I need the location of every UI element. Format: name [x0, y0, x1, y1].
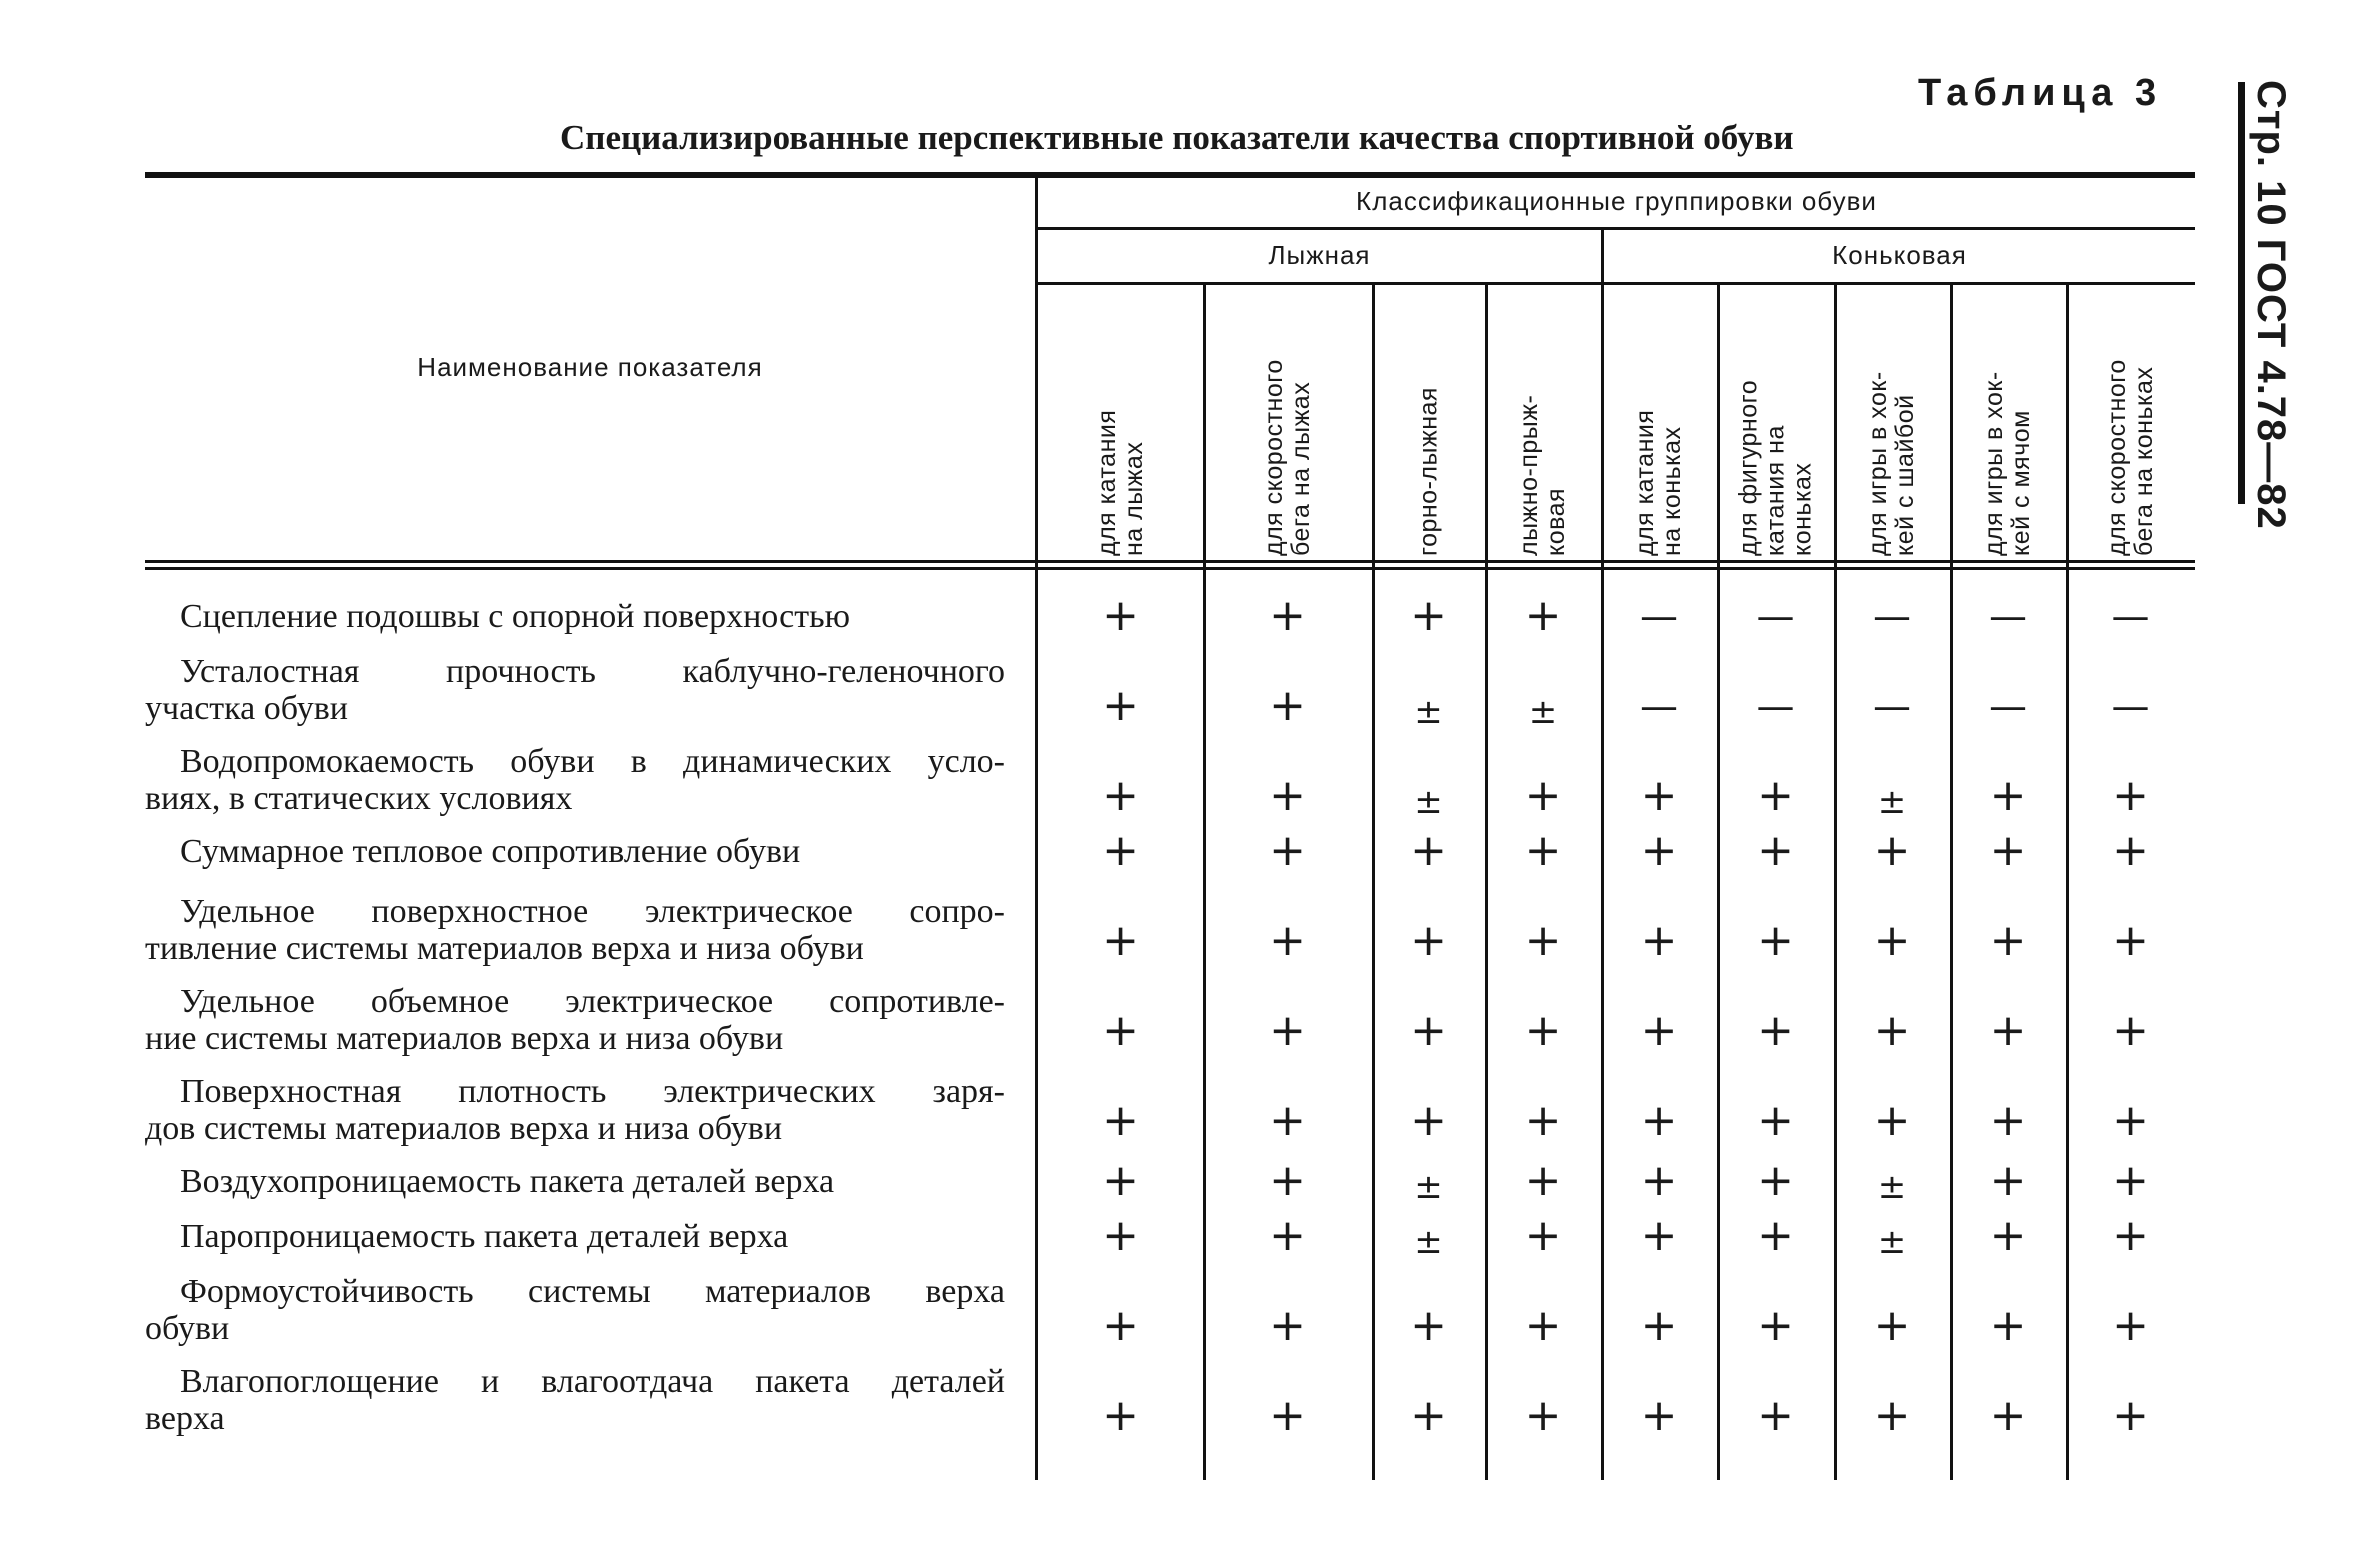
- indicator-name: [145, 1273, 1005, 1347]
- table-cell: +: [1269, 915, 1306, 966]
- table-cell: —: [1873, 684, 1911, 728]
- indicator-name: [145, 1363, 1005, 1437]
- table-cell: ±: [1877, 1167, 1907, 1207]
- table-cell: +: [2112, 770, 2149, 821]
- column-header-ski-jumping: [1485, 285, 1601, 560]
- table-cell: +: [1524, 1095, 1562, 1146]
- table-cell: +: [1524, 1210, 1562, 1261]
- column-header-alpine: [1372, 285, 1485, 560]
- indicator-name: [145, 743, 1005, 817]
- column-header-bandy: [1950, 285, 2066, 560]
- indicator-name-continuation: обуви: [145, 1310, 230, 1347]
- table-cell: +: [1524, 1300, 1562, 1351]
- indicator-name-continuation: дов системы материалов верха и низа обуви: [145, 1110, 783, 1147]
- table-label: Таблица 3: [1918, 72, 2163, 114]
- table-cell: ±: [1877, 782, 1907, 822]
- table-cell: +: [2112, 1095, 2149, 1146]
- indicator-name-line: Суммарное тепловое сопротивление обуви: [180, 833, 801, 870]
- table-cell: +: [1269, 1095, 1306, 1146]
- indicator-name-continuation: верха: [145, 1400, 225, 1437]
- table-cell: +: [1757, 1155, 1794, 1206]
- table-cell: +: [1873, 825, 1911, 876]
- table-cell: —: [1640, 594, 1678, 638]
- table-cell: +: [1102, 825, 1139, 876]
- table-cell: +: [1410, 1005, 1447, 1056]
- table-cell: +: [1102, 915, 1139, 966]
- table-cell: +: [1873, 1005, 1911, 1056]
- table-cell: +: [1524, 1155, 1562, 1206]
- column-header-label: для игры в хок- кей с мячом: [1980, 371, 2035, 556]
- indicator-name-line: Водопромокаемость обуви в динамических усло-: [180, 743, 1005, 780]
- table-cell: ±: [1528, 692, 1558, 732]
- table-cell: +: [2112, 1155, 2149, 1206]
- table-cell: +: [1269, 1390, 1306, 1441]
- table-cell: +: [1757, 1210, 1794, 1261]
- table-cell: +: [1640, 1095, 1678, 1146]
- indicator-name: [145, 893, 1005, 967]
- indicator-name-line: Влагопоглощение и влагоотдача пакета деталей: [180, 1363, 1005, 1400]
- column-header-ice-hockey: [1834, 285, 1950, 560]
- table-cell: +: [1524, 1390, 1562, 1441]
- header-classification: Классификационные группировки обуви: [1356, 186, 1877, 216]
- page-header-side: [2238, 80, 2298, 530]
- indicator-name: [145, 983, 1005, 1057]
- indicator-name: [145, 1218, 1005, 1255]
- column-header-speed-skating: [2066, 285, 2195, 560]
- table-cell: +: [1640, 1155, 1678, 1206]
- table-cell: +: [1989, 1300, 2027, 1351]
- table-cell: ±: [1414, 1222, 1443, 1262]
- header-group-skate: Коньковая: [1832, 240, 1967, 270]
- table-cell: +: [1757, 825, 1794, 876]
- indicator-name: [145, 1163, 1005, 1200]
- table-cell: +: [2112, 1300, 2149, 1351]
- column-header-skating: [1601, 285, 1717, 560]
- table-cell: ±: [1414, 1167, 1443, 1207]
- table-cell: +: [1102, 1390, 1139, 1441]
- table-cell: +: [2112, 1390, 2149, 1441]
- table-cell: ±: [1414, 782, 1443, 822]
- table-cell: —: [2111, 684, 2150, 728]
- table-cell: +: [1873, 915, 1911, 966]
- indicator-name: [145, 598, 1005, 635]
- table-cell: —: [1756, 594, 1795, 638]
- table-cell: +: [1269, 1155, 1306, 1206]
- table-cell: +: [1989, 1390, 2027, 1441]
- table-cell: +: [1640, 1300, 1678, 1351]
- indicator-name-line: Усталостная прочность каблучно-геленочного: [180, 653, 1005, 690]
- table-cell: +: [1989, 1210, 2027, 1261]
- table-cell: —: [1989, 594, 2027, 638]
- table-cell: +: [1102, 1005, 1139, 1056]
- table-cell: —: [1756, 684, 1795, 728]
- column-header-label: горно-лыжная: [1414, 387, 1442, 556]
- table-cell: +: [1269, 1300, 1306, 1351]
- column-header-ski-racing: [1203, 285, 1372, 560]
- table-cell: ±: [1414, 692, 1443, 732]
- header-bottom-rule-2: [145, 567, 2195, 570]
- indicator-name-line: Удельное объемное электрическое сопротивле-: [180, 983, 1005, 1020]
- table-cell: +: [1989, 1005, 2027, 1056]
- table-cell: +: [1989, 1155, 2027, 1206]
- table-cell: +: [1873, 1390, 1911, 1441]
- table-cell: +: [1757, 1300, 1794, 1351]
- table-cell: ±: [1877, 1222, 1907, 1262]
- table-cell: +: [2112, 1005, 2149, 1056]
- table-cell: +: [1102, 1210, 1139, 1261]
- column-header-label: для скоростного бега на лыжах: [1259, 359, 1315, 556]
- table-cell: +: [1989, 825, 2027, 876]
- table-cell: +: [1873, 1095, 1911, 1146]
- top-rule: [145, 172, 2195, 178]
- column-header-label: для игры в хок- кей с шайбой: [1864, 371, 1919, 556]
- table-cell: +: [1269, 1005, 1306, 1056]
- table-cell: +: [1410, 915, 1447, 966]
- table-cell: +: [1102, 590, 1139, 641]
- table-cell: +: [1524, 590, 1562, 641]
- indicator-name-continuation: виях, в статических условиях: [145, 780, 573, 817]
- table-cell: +: [1757, 915, 1794, 966]
- table-cell: +: [1989, 915, 2027, 966]
- table-cell: +: [1989, 1095, 2027, 1146]
- table-cell: +: [1102, 680, 1139, 731]
- column-header-label: для фигурного катания на коньках: [1734, 379, 1816, 556]
- table-cell: +: [1757, 1095, 1794, 1146]
- table-cell: +: [2112, 825, 2149, 876]
- table-cell: +: [1410, 1390, 1447, 1441]
- table-cell: +: [1757, 770, 1794, 821]
- indicator-name-line: Паропроницаемость пакета деталей верха: [180, 1218, 789, 1255]
- indicator-name-continuation: участка обуви: [145, 690, 348, 727]
- table-cell: +: [1640, 1390, 1678, 1441]
- table-cell: +: [1640, 1005, 1678, 1056]
- header-rule-classification: [1035, 227, 2195, 230]
- page-number-side: Стр. 10 ГОСТ 4.78—82: [2249, 80, 2293, 530]
- table-cell: +: [2112, 1210, 2149, 1261]
- table-cell: —: [1873, 594, 1911, 638]
- table-cell: +: [2112, 915, 2149, 966]
- table-cell: +: [1410, 590, 1447, 641]
- column-header-ski-touring: [1038, 285, 1203, 560]
- table-title: Специализированные перспективные показатели качества спортивной обуви: [560, 118, 1794, 157]
- table-cell: +: [1524, 770, 1562, 821]
- indicator-name: [145, 833, 1005, 870]
- table-cell: +: [1269, 770, 1306, 821]
- table-cell: +: [1640, 1210, 1678, 1261]
- table-cell: +: [1873, 1300, 1911, 1351]
- indicator-name-line: Формоустойчивость системы материалов верха: [180, 1273, 1005, 1310]
- table-cell: +: [1269, 825, 1306, 876]
- header-bottom-rule-1: [145, 560, 2195, 563]
- table-cell: +: [1640, 770, 1678, 821]
- table-cell: —: [1989, 684, 2027, 728]
- table-cell: +: [1989, 770, 2027, 821]
- column-header-label: для катания на лыжах: [1092, 409, 1148, 556]
- table-cell: +: [1102, 1300, 1139, 1351]
- table-cell: +: [1640, 825, 1678, 876]
- header-group-ski: Лыжная: [1268, 240, 1371, 270]
- indicator-name-continuation: ние системы материалов верха и низа обуви: [145, 1020, 784, 1057]
- indicator-name: [145, 653, 1005, 727]
- column-header-figure-skating: [1717, 285, 1834, 560]
- indicator-name-line: Воздухопроницаемость пакета деталей верха: [180, 1163, 835, 1200]
- table-cell: +: [1410, 825, 1447, 876]
- table-cell: +: [1640, 915, 1678, 966]
- indicator-name-line: Поверхностная плотность электрических заря-: [180, 1073, 1005, 1110]
- indicator-name-continuation: тивление системы материалов верха и низа обуви: [145, 930, 864, 967]
- table-cell: +: [1102, 770, 1139, 821]
- table-cell: +: [1410, 1300, 1447, 1351]
- column-header-label: лыжно-прыж- ковая: [1515, 394, 1570, 556]
- table-cell: +: [1757, 1005, 1794, 1056]
- table-cell: +: [1524, 825, 1562, 876]
- indicator-name: [145, 1073, 1005, 1147]
- table-cell: +: [1269, 1210, 1306, 1261]
- table-cell: +: [1269, 680, 1306, 731]
- table-cell: +: [1757, 1390, 1794, 1441]
- table-cell: +: [1410, 1095, 1447, 1146]
- column-header-label: для катания на коньках: [1631, 409, 1686, 556]
- header-name-column: Наименование показателя: [417, 352, 763, 382]
- indicator-name-line: Удельное поверхностное электрическое сопро-: [180, 893, 1005, 930]
- table-cell: —: [2111, 594, 2150, 638]
- table-cell: +: [1102, 1155, 1139, 1206]
- table-cell: +: [1269, 590, 1306, 641]
- table-cell: +: [1524, 915, 1562, 966]
- table-cell: —: [1640, 684, 1678, 728]
- indicator-name-line: Сцепление подошвы с опорной поверхностью: [180, 598, 851, 635]
- table-cell: +: [1102, 1095, 1139, 1146]
- table-cell: +: [1524, 1005, 1562, 1056]
- column-header-label: для скоростного бега на коньках: [2102, 359, 2158, 556]
